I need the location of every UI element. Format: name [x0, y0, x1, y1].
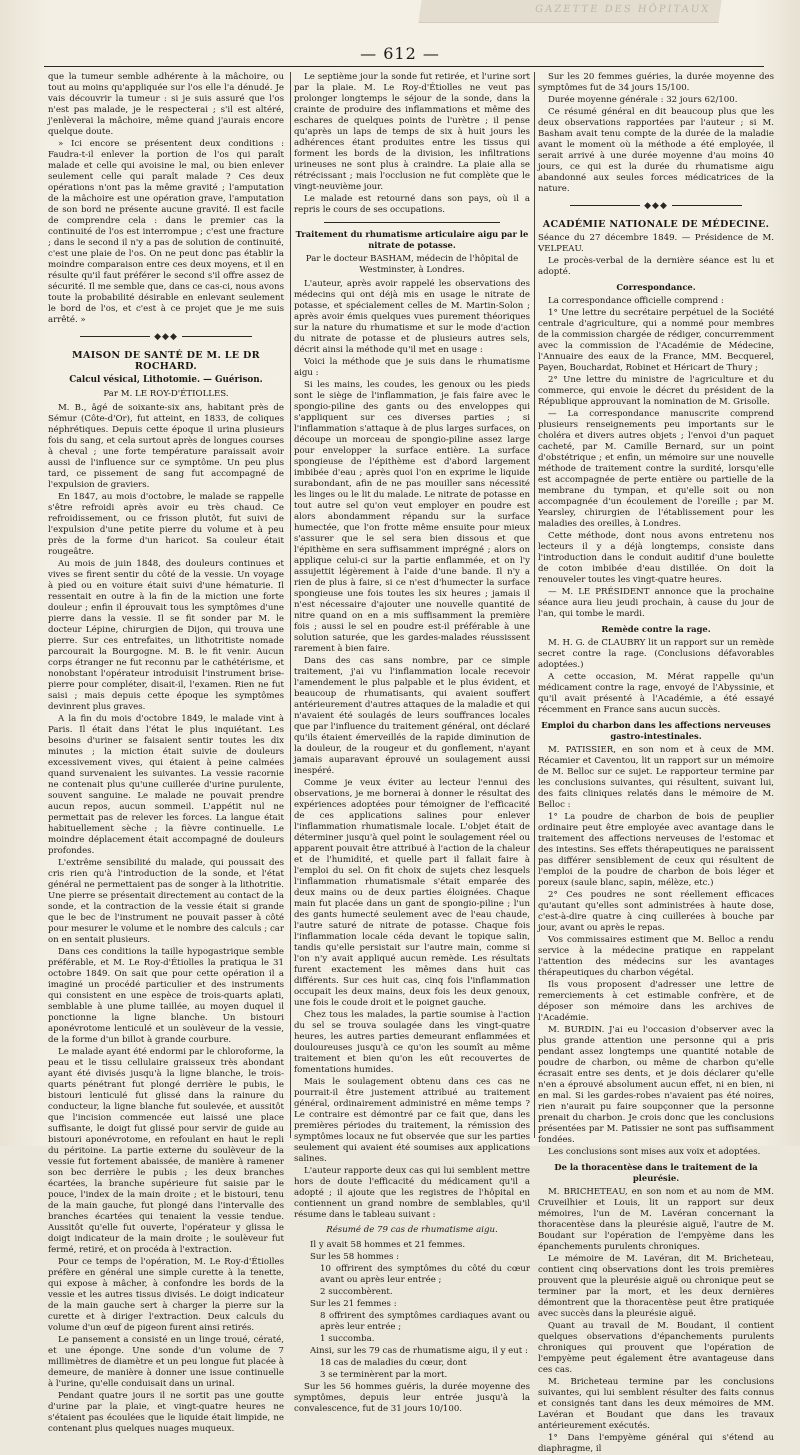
- paragraph: M. BRICHETEAU, en son nom et au nom de MM. Cruveilhier et Louis, lit un rapport sur deux mémoires, l'un de M. Lavéran concernant la thoracentèse dans la pleurésie aiguë, l'autre de M. Boudant sur l'opération de l'empyème dans les épanchements purulents chroniques.: [538, 1187, 774, 1252]
- paragraph: Vos commissaires estiment que M. Belloc a rendu service à la médecine pratique en rappelant l'attention des médecins sur les avantages thérapeutiques du charbon végétal.: [538, 935, 774, 978]
- summary-line: 3 se terminèrent par la mort.: [320, 1370, 448, 1380]
- section-subtitle: Calcul vésical, Lithotomie. — Guérison.: [69, 375, 263, 385]
- page-corner-tab: [418, 0, 721, 23]
- summary-line: 18 cas de maladies du cœur, dont: [320, 1358, 467, 1368]
- summary-line: Il y avait 58 hommes et 21 femmes.: [310, 1240, 466, 1250]
- paragraph: Le malade est retourné dans son pays, où il a repris le cours de ses occupations.: [294, 194, 530, 215]
- paragraph: 1° La poudre de charbon de bois de peuplier ordinaire peut être employée avec avantage dans le traitement des affections nerveuses de l'estomac et des intestins. Ses effets thérapeutiques ne paraissent pas différer sensiblement de ceux qui résultent de l'emploi de la poudre de charbon de bois léger et poreux (saule blanc, sapin, mélèze, etc.): [538, 812, 774, 888]
- section-ornament: ◆◆◆: [544, 201, 768, 213]
- paragraph: Ce résumé général en dit beaucoup plus que les deux observations rapportées par l'auteur ; si M. Basham avait tenu compte de la durée de la maladie avant le moment où la méthode a été employée, il serait arrivé à une durée moyenne d'au moins 40 jours, ce qui est la durée du rhumatisme aigu abandonné aux seules forces médicatrices de la nature.: [538, 107, 774, 194]
- subsection-title: Correspondance.: [616, 282, 696, 292]
- summary-line: Sur les 21 femmes :: [310, 1299, 397, 1309]
- paragraph: M. H. G. de CLAUBRY lit un rapport sur un remède secret contre la rage. (Conclusions défavorables adoptées.): [538, 638, 774, 670]
- paragraph: Sur les 56 hommes guéris, la durée moyenne des symptômes, depuis leur entrée jusqu'à la convalescence, fut de 31 jours 10/100.: [294, 1382, 530, 1414]
- paragraph: Les conclusions sont mises aux voix et adoptées.: [548, 1147, 761, 1157]
- paragraph: M. PATISSIER, en son nom et à ceux de MM. Récamier et Caventou, lit un rapport sur un mémoire de M. Belloc sur ce sujet. Le rapporteur termine par les conclusions suivantes, qui résultent, suivant lui, des faits cliniques relatés dans le mémoire de M. Belloc :: [538, 745, 774, 810]
- paragraph: Le pansement a consisté en un linge troué, cératé, et une éponge. Une sonde d'un volume de 7 millimètres de diamètre et un peu longue fut placée à demeure, de manière à donner une issue continuelle à l'urine, qu'elle conduisait dans un urinal.: [48, 1335, 284, 1389]
- paragraph: Ils vous proposent d'adresser une lettre de remerciements à cet estimable confrère, et de déposer son mémoire dans les archives de l'Académie.: [538, 980, 774, 1023]
- summary-line: 10 offrirent des symptômes du côté du cœur avant ou après leur entrée ;: [320, 1264, 530, 1285]
- paragraph: Mais le soulagement obtenu dans ces cas ne pourrait-il être justement attribué au traitement général, ordinairement administré en même temps ? Le contraire est démontré par ce fait que, dans les premières périodes du traitement, la rémission des symptômes locaux ne fut observée que sur les parties seulement qui avaient été soumises aux applications salines.: [294, 1077, 530, 1164]
- summary-list: [294, 1240, 530, 1381]
- summary-title: Résumé de 79 cas de rhumatisme aigu.: [326, 1225, 498, 1235]
- paragraph: M. Bricheteau termine par les conclusions suivantes, qui lui semblent résulter des faits connus et consignés tant dans les deux mémoires de MM. Lavéran et Boudant que dans les travaux antérieurement exécutés.: [538, 1377, 774, 1431]
- subsection-title: De la thoracentèse dans le traitement de la pleurésie.: [554, 1162, 758, 1183]
- paragraph: Si les mains, les coudes, les genoux ou les pieds sont le siège de l'inflammation, je fais faire avec le spongio-piline des gants ou des enveloppes qui s'appliquent sur ces diverses parties ; si l'inflammation s'attaque à de plus larges surfaces, on découpe un morceau de spongio-piline assez large pour envelopper la surface entière. La surface spongieuse de l'épithème est d'abord largement imbibée d'eau ; après quoi l'on en exprime le liquide surabondant, afin de ne pas mouiller sans nécessité les linges ou le lit du malade. Le nitrate de potasse en tout autre sel qu'on veut employer en poudre est alors abondamment répandu sur la surface humectée, que l'on frotte même ensuite pour mieux s'assurer que le sel sera bien dissous et que l'épithème en sera suffisamment imprégné ; alors on applique celui-ci sur la partie enflammée, et on l'y assujettit légèrement à l'aide d'une bande. Il n'y a rien de plus à faire, si ce n'est d'humecter la surface spongieuse une fois toutes les six heures ; jamais il n'est nécessaire d'ajouter une nouvelle quantité de nitre quand on en a mis suffisamment la première fois ; aussi le sel en poudre est-il préférable à une solution saturée, que les gardes-malades réussissent rarement à bien faire.: [294, 380, 530, 654]
- subsection-title: Remède contre la rage.: [601, 624, 711, 634]
- section-title: Traitement du rhumatisme articulaire aigu par le nitrate de potasse.: [295, 229, 529, 250]
- section-title: MAISON DE SANTÉ DE M. LE DR ROCHARD.: [72, 350, 260, 372]
- paragraph: Dans ces conditions la taille hypogastrique semble préférable, et M. Le Roy-d'Étiolles la pratiqua le 31 octobre 1849. On sait que pour cette opération il a imaginé un procédé particulier et des instruments qui consistent en une espèce de trois-quarts aplati, semblable à une plume taillée, au moyen duquel il ponctionne la ligne blanche. Un bistouri aponévrotome lenticulé et un soulèveur de la vessie, de la forme d'un billot à grande courbure.: [48, 947, 284, 1045]
- paragraph: Durée moyenne générale : 32 jours 62/100.: [548, 95, 738, 105]
- subsection-title: Emploi du charbon dans les affections nerveuses gastro-intestinales.: [541, 720, 771, 741]
- paragraph: En 1847, au mois d'octobre, le malade se rappelle s'être refroidi après avoir eu très chaud. Ce refroidissement, ou ce frisson plutôt, fut suivi de l'expulsion d'une petite pierre du volume et à peu près de la forme d'un haricot. Sa couleur était rougeâtre.: [48, 492, 284, 557]
- summary-line: 1 succomba.: [320, 1334, 375, 1344]
- paragraph: M. B., âgé de soixante-six ans, habitant près de Sémur (Côte-d'Or), fut atteint, en 1833, de coliques néphrétiques. Depuis cette époque il urina plusieurs fois du sang, et cela surtout après de longues courses à cheval ; une forte température paraissait avoir aussi de l'influence sur ce symptôme. Un peu plus tard, ce pissement de sang fut accompagné de l'expulsion de graviers.: [48, 403, 284, 490]
- paragraph: La correspondance officielle comprend :: [548, 296, 724, 306]
- paragraph: Chez tous les malades, la partie soumise à l'action du sel se trouva soulagée dans les vingt-quatre heures, les autres parties demeurant enflammées et douloureuses jusqu'à ce qu'on les soumît au même traitement et bien qu'on les eût recouvertes de fomentations humides.: [294, 1010, 530, 1075]
- paragraph: Comme je veux éviter au lecteur l'ennui des observations, je me bornerai à donner le résultat des expériences adoptées pour témoigner de l'efficacité de ces applications salines pour enlever l'inflammation rhumatismale locale. L'objet était de déterminer jusqu'à quel point le soulagement réel ou apparent pouvait être attribué à l'action de la chaleur et de l'humidité, et quelle part il fallait faire à l'emploi du sel. On fit choix de sujets chez lesquels l'inflammation rhumatismale s'était emparée des deux mains ou de deux parties éloignées. Chaque main fut placée dans un gant de spongio-piline ; l'un des gants humecté seulement avec de l'eau chaude, l'autre saturé de nitrate de potasse. Chaque fois l'inflammation locale céda devant le topique salin, tandis qu'elle persistait sur l'autre main, comme si l'on n'y avait appliqué aucun remède. Les résultats furent exactement les mêmes dans huit cas différents. Sur ces huit cas, cinq fois l'inflammation occupait les deux mains, deux fois les deux genoux, une fois le coude droit et le poignet gauche.: [294, 778, 530, 1008]
- paragraph: Le mémoire de M. Lavéran, dit M. Bricheteau, contient cinq observations dont les trois premières prouvent que la pleurésie aiguë ou chronique peut se terminer par la mort, et les deux dernières démontrent que la thoracentèse peut être pratiquée avec succès dans la pleurésie aiguë.: [538, 1254, 774, 1319]
- page-number: — 612 —: [360, 44, 440, 63]
- session-line: Séance du 27 décembre 1849. — Présidence de M. VELPEAU.: [538, 233, 774, 254]
- summary-line: 2 succombèrent.: [320, 1287, 393, 1297]
- paragraph: L'extrême sensibilité du malade, qui poussait des cris rien qu'à l'introduction de la sonde, et l'état général ne permettaient pas de songer à la lithotritie. Une pierre se présentait directement au contact de la sonde, et la contraction de la vessie était si grande que le bec de l'instrument ne pouvait passer à côté pour mesurer le volume et le nombre des calculs ; car on en sentait plusieurs.: [48, 858, 284, 945]
- paragraph: que la tumeur semble adhérente à la mâchoire, ou tout au moins qu'appliquée sur l'os elle l'a dénudé. Je vais découvrir la tumeur : si je suis assuré que l'os n'est pas malade, je le respecterai ; s'il est altéré, j'enlèverai la mâchoire, même quand j'aurais encore quelque doute.: [48, 72, 284, 137]
- minutes-line: Le procès-verbal de la dernière séance est lu et adopté.: [538, 256, 774, 277]
- section-title: ACADÉMIE NATIONALE DE MÉDECINE.: [542, 219, 770, 230]
- paragraph: L'auteur, après avoir rappelé les observations des médecins qui ont déjà mis en usage le nitrate de potasse, et spécialement celles de M. Martin-Solon ; après avoir émis quelques vues purement théoriques sur la nature du rhumatisme et sur le mode d'action du nitrate de potasse et de plusieurs autres sels, décrit ainsi la méthode qu'il met en usage :: [294, 279, 530, 355]
- paragraph: 2° Ces poudres ne sont réellement efficaces qu'autant qu'elles sont administrées à haute dose, c'est-à-dire quatre à cinq cuillerées à bouche par jour, avant ou après le repas.: [538, 890, 774, 933]
- paragraph: 1° Une lettre du secrétaire perpétuel de la Société centrale d'agriculture, qui a nommé pour membres de la commission chargée de rédiger, concurremment avec la commission de l'Académie de Médecine, l'Annuaire des eaux de la France, MM. Becquerel, Payen, Bouchardat, Robinet et Héricart de Thury ;: [538, 308, 774, 373]
- byline: Par M. LE ROY-D'ÉTIOLLES.: [103, 389, 229, 399]
- paragraph: L'auteur rapporte deux cas qui lui semblent mettre hors de doute l'efficacité du médicament qu'il a adopté ; il ajoute que les registres de l'hôpital en contiennent un grand nombre de semblables, qu'il résume dans le tableau suivant :: [294, 1166, 530, 1220]
- paragraph: M. BURDIN. J'ai eu l'occasion d'observer avec la plus grande attention une personne qui a pris pendant assez longtemps une quantité notable de poudre de charbon, ou même de charbon qu'elle écrasait entre ses dents, et je dois déclarer qu'elle n'en a éprouvé absolument aucun effet, ni en bien, ni en mal. Si les gardes-robes n'avaient pas été noires, rien n'aurait pu faire soupçonner que la personne prenait du charbon. Je crois donc que les conclusions présentées par M. Patissier ne sont pas suffisamment fondées.: [538, 1025, 774, 1145]
- paragraph: 1° Dans l'empyème général qui s'étend au diaphragme, il: [538, 1433, 774, 1454]
- column-3: [538, 72, 774, 1454]
- summary-line: 8 offrirent des symptômes cardiaques avant ou après leur entrée ;: [320, 1311, 530, 1332]
- corner-mark: GAZETTE DES HÔPITAUX: [534, 4, 712, 15]
- paragraph: Cette méthode, dont nous avons entretenu nos lecteurs il y a déjà longtemps, consiste dans l'introduction dans le conduit auditif d'une boulette de coton imbibée d'eau distillée. On doit la renouveler toutes les vingt-quatre heures.: [538, 531, 774, 585]
- paragraph: Dans des cas sans nombre, par ce simple traitement, j'ai vu l'inflammation locale recevoir l'amendement le plus palpable et le plus évident, et beaucoup de rhumatisants, qui avaient souffert antérieurement d'autres attaques de la maladie et qui n'avaient été soulagés de leurs souffrances locales que par l'influence du traitement général, ont déclaré qu'ils étaient émerveillés de la rapide diminution de la douleur, de la rougeur et du gonflement, n'ayant jamais auparavant éprouvé un soulagement aussi inespéré.: [294, 656, 530, 776]
- case-report: [48, 403, 284, 1435]
- paragraph: 2° Une lettre du ministre de l'agriculture et du commerce, qui envoie le décret du président de la République approuvant la nomination de M. Grisolle.: [538, 375, 774, 407]
- paragraph: Le septième jour la sonde fut retirée, et l'urine sort par la plaie. M. Le Roy-d'Étiolles ne veut pas prolonger longtemps le séjour de la sonde, dans la crainte de produire des inflammations et même des eschares de quelques points de l'urètre ; il pense qu'après un laps de temps de six à huit jours les adhérences étant produites entre les tissus qui forment les bords de la division, les infiltrations urineuses ne sont plus à craindre. La plaie alla se rétrécissant ; mais l'occlusion ne fut complète que le vingt-neuvième jour.: [294, 72, 530, 192]
- paragraph: Quant au travail de M. Boudant, il contient quelques observations d'épanchements purulents chroniques qui prouvent que l'opération de l'empyème peut également être avantageuse dans ces cas.: [538, 1321, 774, 1375]
- paragraph: A cette occasion, M. Mérat rappelle qu'un médicament contre la rage, envoyé de l'Abyssinie, et qu'il avait présenté à l'Académie, a été essayé récemment en France sans aucun succès.: [538, 672, 774, 715]
- paragraph: — M. LE PRÉSIDENT annonce que la prochaine séance aura lieu jeudi prochain, à cause du jour de l'an, qui tombe le mardi.: [538, 587, 774, 619]
- paragraph: Pour ce temps de l'opération, M. Le Roy-d'Étiolles préfère en général une simple curette à la tenette, qui expose à mâcher, à confondre les bords de la vessie et les autres tissus divisés. Le doigt indicateur de la main gauche sert à charger la pierre sur la curette et à diriger l'extraction. Deux calculs du volume d'un œuf de pigeon furent ainsi retirés.: [48, 1257, 284, 1333]
- column-divider-2: [534, 72, 535, 1138]
- column-divider-1: [290, 72, 291, 1138]
- paragraph: » Ici encore se présentent deux conditions : Faudra-t-il enlever la portion de l'os qui paraît malade et celle qui avoisine le mal, ou bien enlever seulement celle qui paraît malade ? Ces deux opérations n'ont pas la même gravité ; l'amputation de la mâchoire est une opération grave, l'amputation de son bord ne présente aucune gravité. Il est facile de comprendre cela : dans le premier cas la continuité de l'os est interrompue ; c'est une fracture ; dans le second il n'y a pas de solution de continuité, c'est une plaie de l'os. On ne peut donc pas établir la moindre comparaison entre ces deux moyens, et il en résulte qu'il faut préférer le second s'il offre assez de sécurité. Il me semble que, dans ce cas-ci, nous avons toute la probabilité désirable en enlevant seulement le bord de l'os, et c'est à ce projet que je me suis arrêté. »: [48, 139, 284, 325]
- header-rule: [44, 66, 764, 67]
- section-ornament: ◆◆◆: [54, 332, 278, 344]
- summary-line: Sur les 58 hommes :: [310, 1252, 400, 1262]
- paragraph: A la fin du mois d'octobre 1849, le malade vint à Paris. Il était dans l'état le plus inquiétant. Les besoins d'uriner se faisaient sentir toutes les dix minutes ; la miction était suivie de douleurs excessivement vives, qui étaient à peine calmées quand survenaient les suivantes. La vessie racornie ne contenait plus qu'une cuillerée d'urine purulente, souvent sanguine. Le malade ne pouvait prendre aucun repos, aucun sommeil. L'appétit nul ne permettait pas de relever les forces. La langue était habituellement sèche ; la fièvre continuelle. Le moindre déplacement était accompagné de douleurs profondes.: [48, 714, 284, 856]
- column-1: [48, 72, 284, 1434]
- paragraph: Voici la méthode que je suis dans le rhumatisme aigu :: [294, 357, 530, 378]
- summary-line: Ainsi, sur les 79 cas de rhumatisme aigu, il y eut :: [310, 1346, 528, 1356]
- col1-intro: [48, 72, 284, 326]
- paragraph: Au mois de juin 1848, des douleurs continues et vives se firent sentir du côté de la vessie. Un voyage à pied ou en voiture était suivi d'une hématurie. Il ressentait en outre à la fin de la miction une forte douleur ; enfin il éprouvait tous les symptômes d'une pierre dans la vessie. Il se fit sonder par M. le docteur Lépine, chirurgien de Dijon, qui trouva une pierre. Sur ces entrefaites, un lithotritiste nomade parcourait la Bourgogne. M. B. le fit venir. Aucun corps étranger ne fut reconnu par le cathétérisme, et nonobstant l'opérateur introduisit l'instrument brise-pierre pour compléter, disait-il, l'examen. Rien ne fut saisi ; mais depuis cette époque les symptômes devinrent plus graves.: [48, 559, 284, 712]
- paragraph: Le malade ayant été endormi par le chloroforme, la peau et le tissu cellulaire graisseux très abondant ayant été divisés jusqu'à la ligne blanche, le trois-quarts pénétrant fut plongé derrière le pubis, le bistouri lenticulé fut glissé dans la rainure du conducteur, la ligne blanche fut soulevée, et aussitôt que l'incision commencée eut laissé une place suffisante, le doigt fut glissé pour servir de guide au bistouri aponévrotome, en refoulant en haut le repli du péritoine. La partie externe du soulèveur de la vessie fut fortement abaissée, de manière à ramener son bec derrière le pubis ; les deux branches écartées, la branche supérieure fut saisie par le pouce, l'index de la main droite ; et le bistouri, tenu de la main gauche, fut plongé dans l'intervalle des branches écartées qui tenaient la vessie tendue. Aussitôt qu'elle fut ouverte, l'opérateur y glissa le doigt indicateur de la main droite ; le soulèveur fut fermé, retiré, et on procéda à l'extraction.: [48, 1047, 284, 1255]
- paragraph: Pendant quatre jours il ne sortit pas une goutte d'urine par la plaie, et vingt-quatre heures ne s'étaient pas écoulées que le liquide était limpide, ne contenant plus quelques nuages muqueux.: [48, 1391, 284, 1434]
- section-rule: [324, 222, 500, 223]
- byline: Par le docteur BASHAM, médecin de l'hôpital de Westminster, à Londres.: [305, 254, 519, 275]
- paragraph: — La correspondance manuscrite comprend plusieurs renseignements peu importants sur le choléra et divers autres objets ; l'envoi d'un paquet cacheté, par M. Camille Bernard, sur un point d'obstétrique ; et enfin, un mémoire sur une nouvelle méthode de traitement contre la surdité, lorsqu'elle est accompagnée de perte entière ou partielle de la membrane du tympan, et qu'elle soit ou non accompagnée d'un écoulement de l'oreille ; par M. Yearsley, chirurgien de l'établissement pour les maladies des oreilles, à Londres.: [538, 409, 774, 529]
- column-2: [294, 72, 530, 1414]
- paragraph: Sur les 20 femmes guéries, la durée moyenne des symptômes fut de 34 jours 15/100.: [538, 72, 774, 93]
